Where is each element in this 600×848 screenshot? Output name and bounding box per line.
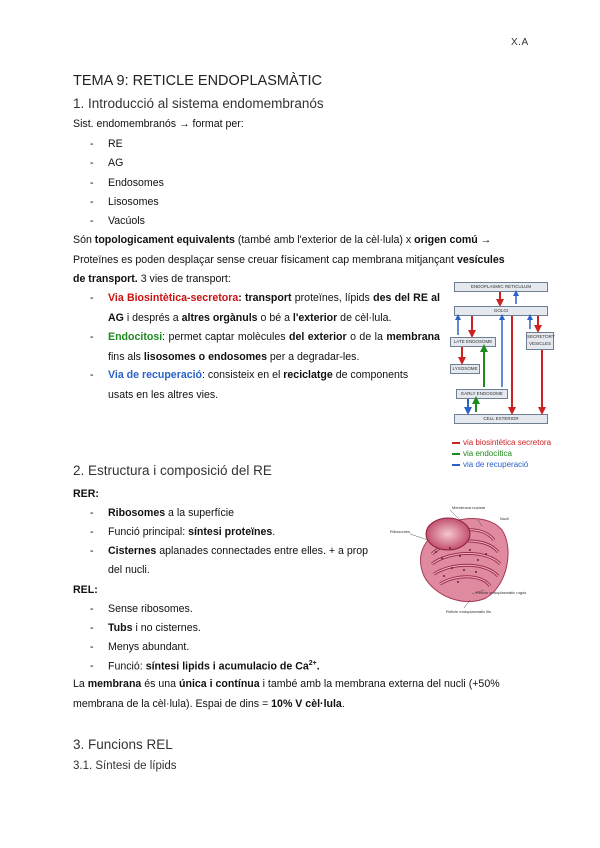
rel-label: REL: xyxy=(73,584,98,596)
via-recuperacio: - Via de recuperació: consisteix en el reciclatge de components usats en les altres vies. xyxy=(90,369,409,401)
er-box: ENDOPLASMIC RETICULUM xyxy=(454,282,548,292)
cell-exterior-box: CELL EXTERIOR xyxy=(454,414,548,424)
via-biosintetica: - Via Biosintètica-secretora: transport proteïnes, lípids des del RE al AG i després a altres orgànuls o bé a l'exterior de cèl·lula. xyxy=(90,292,440,324)
rer-label: RER: xyxy=(73,488,99,500)
subsection-heading: 3.1. Síntesi de lípids xyxy=(73,760,177,772)
section3-heading: 3. Funcions REL xyxy=(73,737,173,752)
early-endosome-box: EARLY ENDOSOME xyxy=(456,389,508,399)
svg-text:Reticle endoplasmàtic llis: Reticle endoplasmàtic llis xyxy=(446,609,491,614)
svg-text:Ribosomes: Ribosomes xyxy=(390,529,411,534)
er-illustration xyxy=(390,500,527,615)
author-initials: X.A xyxy=(511,37,529,48)
section2-heading: 2. Estructura i composició del RE xyxy=(73,463,272,478)
legend-green: via endocítica xyxy=(452,449,512,458)
legend-red: via biosintètica secretora xyxy=(452,438,551,447)
section1-heading: 1. Introducció al sistema endomembranós xyxy=(73,96,324,111)
secretory-vesicles-box: SECRETORY VESICLES xyxy=(526,332,554,350)
transport-pathways-diagram xyxy=(446,282,554,422)
intro-line: Sist. endomembranós → format per: xyxy=(73,118,244,130)
svg-text:Reticle endoplasmàtic rugós: Reticle endoplasmàtic rugós xyxy=(476,590,527,595)
via-endocitosi: - Endocitosi: permet captar molècules del exterior o de la membrana fins als lisosomes o endosomes per a degradar-les. xyxy=(90,331,440,363)
svg-text:Nucli: Nucli xyxy=(500,516,509,521)
legend-blue: via de recuperació xyxy=(452,460,528,469)
page-title: TEMA 9: RETICLE ENDOPLASMÀTIC xyxy=(73,73,322,89)
topology-paragraph: Són topologicament equivalents (també amb l'exterior de la cèl·lula) x origen comú → Proteïnes es poden desplaçar sense creuar físicament cap membrana mitjançant vesícules de transport. 3 vies de transport: xyxy=(73,234,505,285)
pathway-arrows xyxy=(446,282,554,422)
svg-text:Membrana nuclear: Membrana nuclear xyxy=(452,505,486,510)
late-endosome-box: LATE ENDOSOME xyxy=(450,337,496,347)
lysosome-box: LYSOSOME xyxy=(450,364,480,374)
membrane-paragraph: La membrana és una única i contínua i també amb la membrana externa del nucli (+50% membrana de la cèl·lula). Espai de dins = 10% V cèl·lula. xyxy=(73,678,500,710)
golgi-box: GOLGI xyxy=(454,306,548,316)
